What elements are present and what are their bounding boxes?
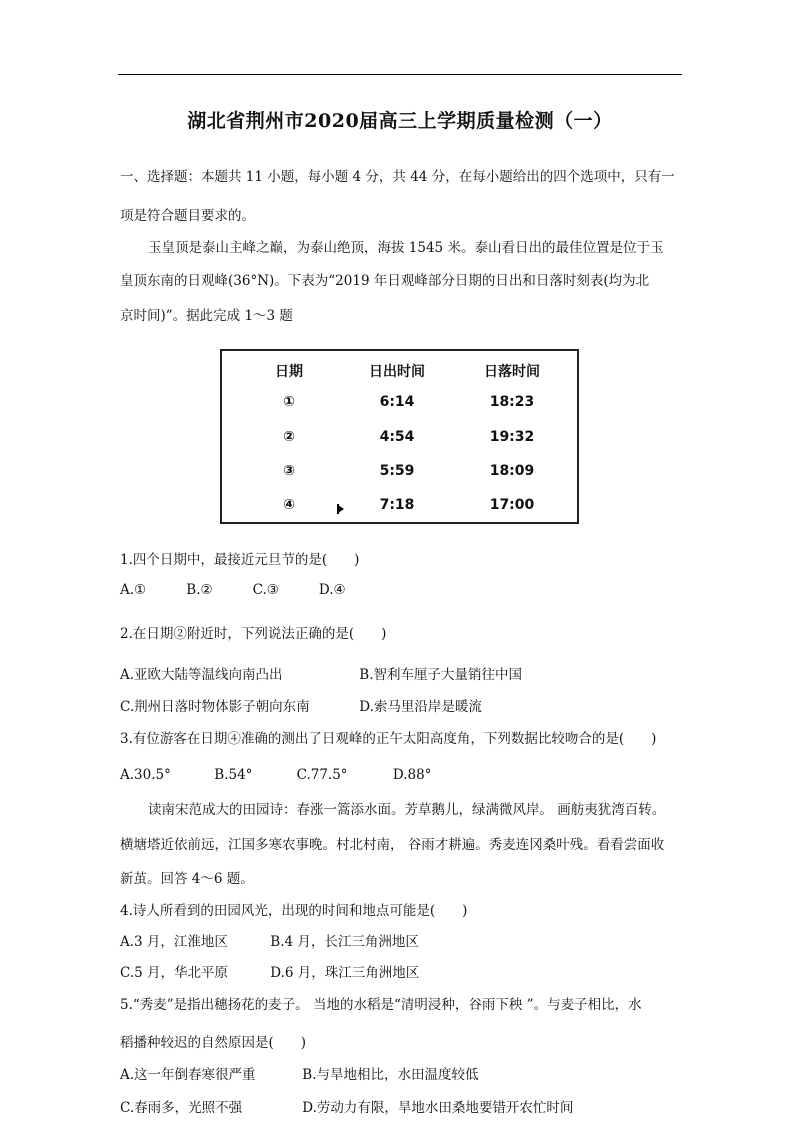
- passage2-line-2: 横塘塔近依前远，江国多寒农事晚。村北村南， 谷雨才耕遍。秀麦连冈桑叶残。看看尝面收: [120, 837, 665, 853]
- table-cell: 18:23: [489, 394, 535, 410]
- q4-option-a: A.3 月，江淮地区: [120, 934, 228, 950]
- section-intro-line-1: 一、选择题：本题共 11 小题，每小题 4 分，共 44 分，在每小题给出的四个选项中，只有一: [120, 169, 675, 185]
- table-cell: 17:00: [489, 497, 535, 513]
- q1-option-b: B.②: [186, 582, 213, 598]
- table-cell: ①: [283, 394, 295, 410]
- q3-option-a: A.30.5°: [120, 767, 171, 783]
- q3-option-d: D.88°: [392, 767, 432, 783]
- cursor-arrow-icon: [338, 505, 344, 513]
- table-cell: 5:59: [379, 463, 415, 479]
- q2-option-c: C.荆州日落时物体影子朝向东南: [120, 699, 310, 715]
- q1-option-d: D.④: [318, 582, 346, 598]
- table-header-sunrise: 日出时间: [369, 364, 425, 380]
- q3-option-c: C.77.5°: [296, 767, 348, 783]
- q4-options-row-1: [120, 930, 419, 950]
- table-cell: ③: [283, 463, 295, 479]
- q5-stem-line-2: 稻播种较迟的自然原因是( ): [120, 1035, 307, 1051]
- passage1-line-1: 玉皇顶是泰山主峰之巅，为泰山绝顶，海拔 1545 米。泰山看日出的最佳位置是位于玉: [148, 240, 664, 256]
- q5-options-row-1: [120, 1063, 479, 1083]
- passage1-line-2: 皇顶东南的日观峰(36°N)。下表为“2019 年日观峰部分日期的日出和日落时刻表(均为北: [120, 273, 650, 289]
- table-cell: 18:09: [489, 463, 535, 479]
- q5-option-c: C.春雨多，光照不强: [120, 1100, 243, 1116]
- q3-option-b: B.54°: [214, 767, 253, 783]
- passage2-line-3: 新茧。回答 4～6 题。: [120, 871, 254, 887]
- q5-option-a: A.这一年倒春寒很严重: [120, 1067, 256, 1083]
- passage2-line-1: 读南宋范成大的田园诗：春涨一篙添水面。芳草鹅儿，绿满微风岸。 画舫夷犹湾百转。: [148, 802, 666, 818]
- table-cell: 7:18: [379, 497, 415, 513]
- q5-option-d: D.劳动力有限，旱地水田桑地要错开农忙时间: [302, 1100, 574, 1116]
- page-title: 湖北省荆州市2020届高三上学期质量检测（一）: [187, 110, 613, 132]
- q4-option-d: D.6 月，珠江三角洲地区: [270, 965, 420, 981]
- q5-option-b: B.与旱地相比，水田温度较低: [302, 1067, 479, 1083]
- table-cell: 4:54: [379, 429, 415, 445]
- q1-option-c: C.③: [252, 582, 279, 598]
- q4-option-b: B.4 月，长江三角洲地区: [270, 934, 419, 950]
- table-header-sunset: 日落时间: [484, 364, 540, 380]
- q2-stem: 2.在日期②附近时，下列说法正确的是( ): [120, 626, 387, 642]
- q2-option-a: A.亚欧大陆等温线向南凸出: [120, 667, 283, 683]
- q4-options-row-2: [120, 961, 419, 981]
- sunrise-sunset-table: [220, 349, 579, 524]
- q5-options-row-2: [120, 1096, 573, 1116]
- q2-options-row-2: [120, 695, 482, 715]
- q3-options: [120, 767, 431, 783]
- q5-stem-line-1: 5.“秀麦”是指出穗扬花的麦子。 当地的水稻是“清明浸种，谷雨下秧 ”。与麦子相比，水: [120, 997, 642, 1013]
- table-cell: ②: [283, 429, 295, 445]
- section-intro-line-2: 项是符合题目要求的。: [120, 208, 255, 224]
- table-cell: 19:32: [489, 429, 535, 445]
- q1-options: [120, 582, 346, 598]
- q1-option-a: A.①: [120, 582, 147, 598]
- q2-option-b: B.智利车厘子大量销往中国: [359, 667, 523, 683]
- table-header-date: 日期: [275, 364, 303, 380]
- q1-stem: 1.四个日期中，最接近元旦节的是( ): [120, 552, 360, 568]
- passage1-line-3: 京时间)”。据此完成 1～3 题: [120, 308, 293, 324]
- q2-option-d: D.索马里沿岸是暖流: [359, 699, 482, 715]
- header-rule: [118, 74, 682, 75]
- q4-option-c: C.5 月，华北平原: [120, 965, 229, 981]
- q3-stem: 3.有位游客在日期④准确的测出了日观峰的正午太阳高度角，下列数据比较吻合的是( ): [120, 731, 657, 747]
- q2-options-row-1: [120, 663, 522, 683]
- table-cell: 6:14: [379, 394, 415, 410]
- table-cell: ④: [283, 497, 295, 513]
- q4-stem: 4.诗人所看到的田园风光，出现的时间和地点可能是( ): [120, 903, 468, 919]
